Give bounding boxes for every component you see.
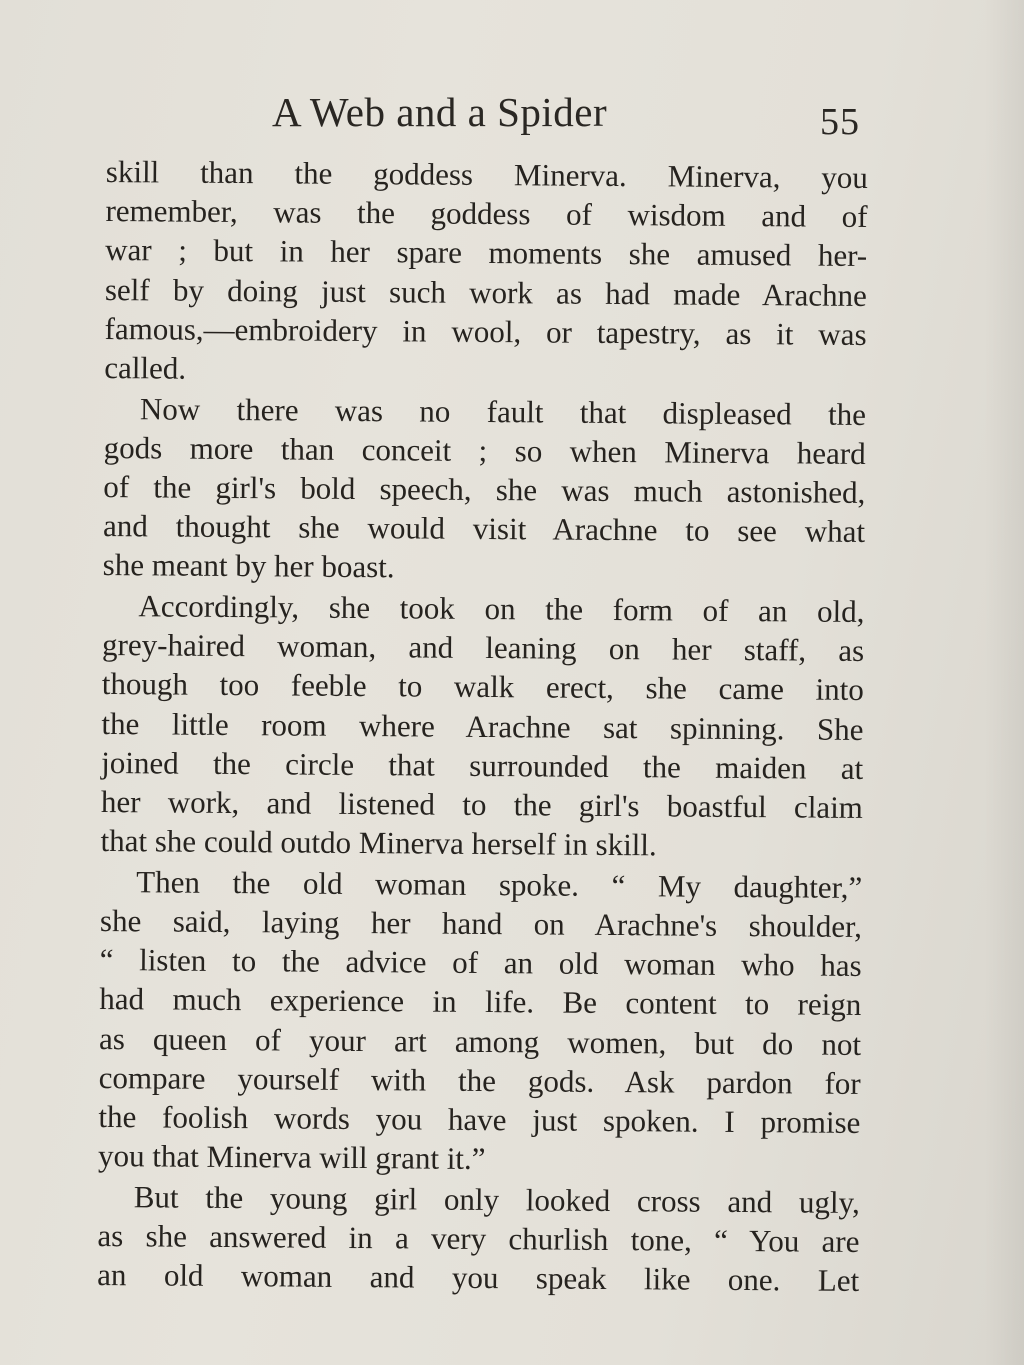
text-line: gods more than conceit ; so when Minerva heard (103, 429, 866, 471)
text-line: Now there was no fault that displeased the (139, 390, 867, 432)
text-line: an old woman and you speak like one. Let (97, 1257, 860, 1299)
text-line: she said, laying her hand on Arachne's shoulder, (99, 903, 863, 945)
paragraph (100, 586, 864, 866)
text-line: had much experience in life. Be content to reign (99, 981, 862, 1023)
text-line: compare yourself with the gods. Ask pardon for (98, 1059, 861, 1101)
text-line: though too feeble to walk erect, she came into (101, 666, 864, 708)
text-line: But the young girl only looked cross and ugly, (133, 1179, 860, 1220)
text-line: you that Minerva will grant it.” (97, 1138, 486, 1177)
text-line: as she answered in a very churlish tone, “ You are (97, 1218, 860, 1260)
text-line: called. (104, 349, 187, 386)
page-edge-shadow (984, 0, 1024, 1365)
paragraph (98, 862, 862, 1181)
text-line: she meant by her boast. (102, 547, 395, 585)
text-line: skill than the goddess Minerva. Minerva, you (105, 153, 868, 195)
text-line: joined the circle that surrounded the maiden at (101, 744, 864, 786)
page-number: 55 (820, 101, 860, 143)
text-line: the little room where Arachne sat spinning. She (101, 705, 864, 747)
text-line: of the girl's bold speech, she was much astonished, (103, 468, 866, 510)
running-title: A Web and a Spider (272, 89, 608, 135)
page-header (0, 88, 1024, 148)
paragraph (104, 152, 868, 393)
text-line: grey-haired woman, and leaning on her staff, as (101, 627, 865, 669)
text-line: remember, was the goddess of wisdom and of (105, 193, 868, 235)
paragraph (97, 1177, 860, 1301)
body-text (97, 152, 868, 1302)
text-line: war ; but in her spare moments she amused her- (105, 232, 868, 274)
text-line: self by doing just such work as had made Arachne (104, 271, 868, 313)
text-line: the foolish words you have just spoken. I promise (98, 1098, 861, 1140)
text-line: that she could outdo Minerva herself in skill. (100, 823, 657, 863)
paragraph (103, 389, 867, 591)
text-line: “ listen to the advice of an old woman who has (99, 942, 862, 984)
text-line: famous,—embroidery in wool, or tapestry, as it was (104, 310, 867, 352)
text-line: as queen of your art among women, but do not (98, 1020, 862, 1062)
text-line: Accordingly, she took on the form of an old, (138, 588, 865, 630)
text-line: and thought she would visit Arachne to see what (102, 508, 866, 550)
text-line: her work, and listened to the girl's boastful claim (100, 783, 864, 825)
text-line: Then the old woman spoke. “ My daughter,” (136, 864, 863, 905)
